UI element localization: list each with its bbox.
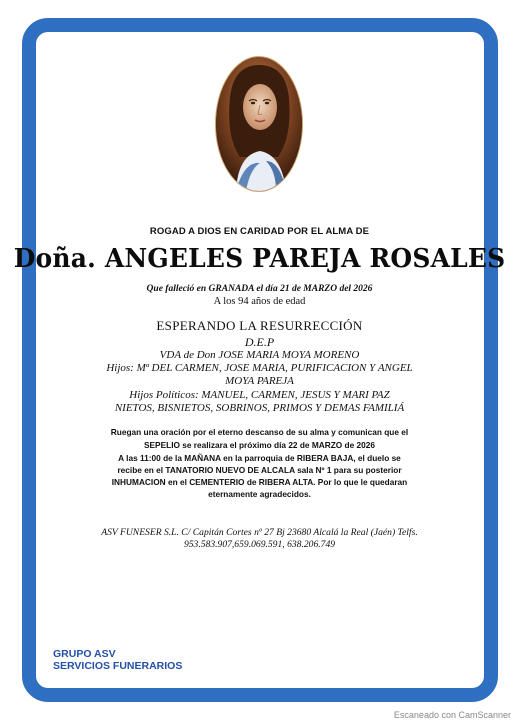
deceased-name: Doña. ANGELES PAREJA ROSALES (13, 244, 506, 274)
children-surname-line: MOYA PAREJA (225, 375, 294, 387)
contact-address: ASV FUNESER S.L. C/ Capitán Cortes nº 27 Bj 23680 Alcalá la Real (Jaén) Telfs. (101, 527, 418, 538)
notice-line-1: Ruegan una oración por el eterno descanso de su alma y comunican que el (110, 427, 409, 437)
notice-line-5: INHUMACION en el CEMENTERIO de RIBERA ALTA. Por lo que le quedaran (111, 477, 408, 487)
grandchildren-line: NIETOS, BISNIETOS, SOBRINOS, PRIMOS Y DEMAS FAMILIÁ (114, 402, 405, 414)
prayer-heading: ROGAD A DIOS EN CARIDAD POR EL ALMA DE (149, 226, 370, 237)
children-line: Hijos: Mª DEL CARMEN, JOSE MARIA, PURIFICACION Y ANGEL (106, 362, 413, 374)
waiting-resurrection: ESPERANDO LA RESURRECCIÓN (156, 318, 363, 333)
death-line: Que falleció en GRANADA el día 21 de MARZO del 2026 (146, 284, 373, 294)
scanner-watermark: Escaneado con CamScanner (393, 710, 511, 720)
widow-line: VDA de Don JOSE MARIA MOYA MORENO (159, 349, 360, 361)
notice-line-3: A las 11:00 de la MAÑANA en la parroquia de RIBERA BAJA, el duelo se (118, 453, 401, 463)
in-laws-line: Hijos Políticos: MANUEL, CARMEN, JESUS Y MARI PAZ (129, 389, 390, 401)
notice-line-2: SEPELIO se realizara el próximo día 22 de MARZO de 2026 (143, 440, 376, 450)
notice-line-4: recibe en el TANATORIO NUEVO DE ALCALA sala Nº 1 para su posterior (117, 465, 402, 475)
group-name: GRUPO ASV (53, 648, 116, 660)
contact-phones: 953.583.907,659.069.591, 638.206.749 (183, 539, 336, 550)
virgin-portrait-image (216, 57, 302, 191)
notice-line-6: eternamente agradecidos. (208, 489, 311, 499)
age-line: A los 94 años de edad (213, 296, 306, 307)
dep-line: D.E.P (244, 335, 275, 349)
services-name: SERVICIOS FUNERARIOS (53, 660, 183, 672)
